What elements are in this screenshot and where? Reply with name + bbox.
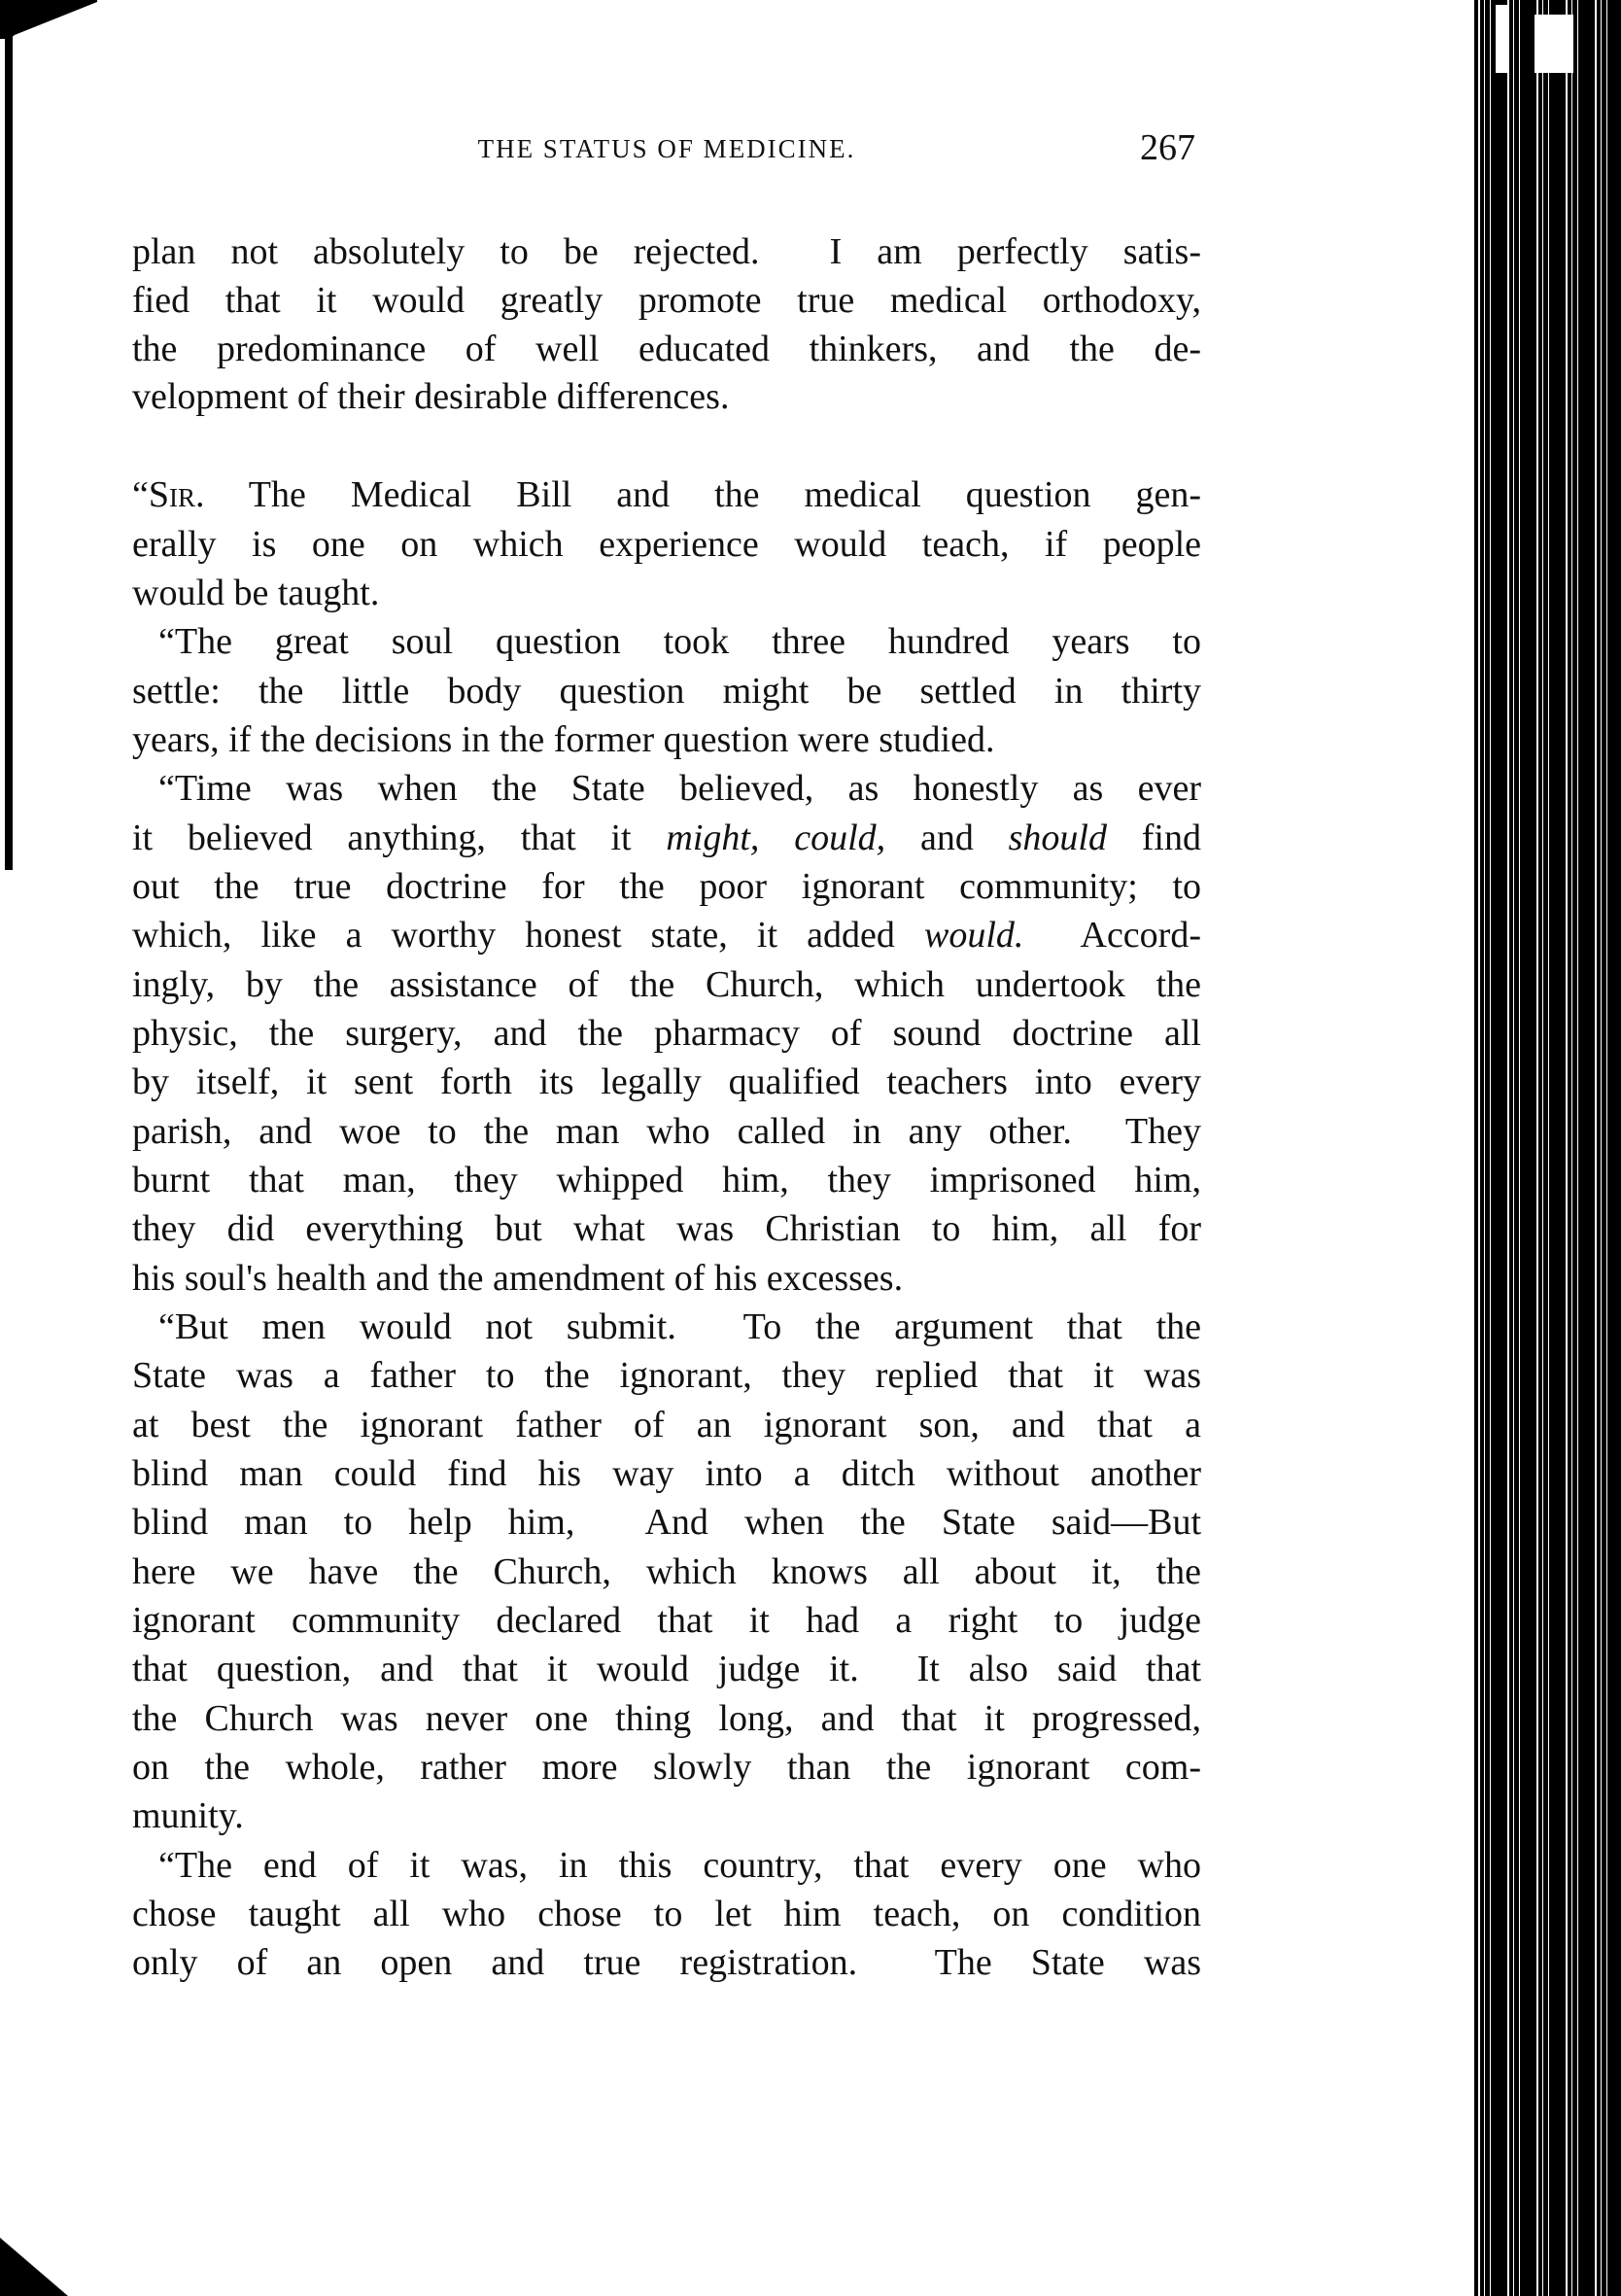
text-segment: at best the ignorant father of an ignorant son, and that a xyxy=(132,1404,1201,1445)
text-line xyxy=(132,1694,1201,1743)
text-line xyxy=(132,1351,1201,1400)
text-segment: out the true doctrine for the poor ignorant community; to xyxy=(132,866,1201,908)
text-line xyxy=(132,470,1201,519)
text-line xyxy=(132,1156,1201,1204)
text-segment: ignorant community declared that it had a right to judge xyxy=(132,1600,1201,1642)
text-segment: fied that it would greatly promote true medical orthodoxy, xyxy=(132,279,1201,321)
text-segment: State was a father to the ignorant, they replied that it was xyxy=(132,1355,1201,1397)
text-segment: “ xyxy=(132,474,149,516)
text-line xyxy=(132,1204,1201,1253)
text-segment: years, if the decisions in the former question were studied. xyxy=(132,719,995,761)
text-line xyxy=(132,960,1201,1009)
page-header xyxy=(132,126,1201,175)
text-line xyxy=(132,1938,1201,1987)
text-line xyxy=(132,1890,1201,1938)
text-segment: settle: the little body question might be settled in thirty xyxy=(132,670,1201,712)
italic-text: should xyxy=(1008,817,1107,858)
text-segment: they did everything but what was Christian to him, all for xyxy=(132,1208,1201,1250)
text-segment: velopment of their desirable differences. xyxy=(132,376,730,418)
text-line xyxy=(132,1254,1201,1303)
text-line xyxy=(132,1498,1201,1547)
italic-text: would. xyxy=(923,915,1024,957)
italic-text: might, could, xyxy=(666,817,886,858)
text-segment: physic, the surgery, and the pharmacy of sound doctrine all xyxy=(132,1013,1201,1055)
text-segment: blind man could find his way into a ditch without another xyxy=(132,1453,1201,1495)
text-line xyxy=(132,814,1201,862)
text-segment: Sir. xyxy=(148,474,205,516)
text-segment: would be taught. xyxy=(132,573,380,614)
text-line xyxy=(158,617,1201,666)
text-segment: his soul's health and the amendment of his excesses. xyxy=(132,1257,904,1299)
text-segment: which, like a worthy honest state, it added xyxy=(132,915,924,957)
text-line xyxy=(132,1401,1201,1449)
text-line xyxy=(132,1743,1201,1792)
page-number: 267 xyxy=(1140,127,1195,168)
text-line xyxy=(132,715,1201,764)
scan-page-corner-shadow xyxy=(0,0,97,39)
text-segment: here we have the Church, which knows all about it, the xyxy=(132,1550,1201,1592)
text-line xyxy=(132,276,1201,325)
text-segment: “Time was when the State believed, as honestly as ever xyxy=(158,768,1201,810)
text-segment: plan not absolutely to be rejected. I am perfectly satis- xyxy=(132,231,1201,273)
text-segment: ingly, by the assistance of the Church, which undertook the xyxy=(132,963,1201,1005)
text-segment: munity. xyxy=(132,1795,244,1837)
text-line xyxy=(132,520,1201,569)
text-segment: blind man to help him, And when the State said—But xyxy=(132,1502,1201,1544)
text-line xyxy=(158,1841,1201,1890)
running-title: THE STATUS OF MEDICINE. xyxy=(477,134,856,163)
text-segment: Accord- xyxy=(1023,915,1201,957)
text-segment: only of an open and true registration. The State was xyxy=(132,1942,1201,1984)
text-segment: that question, and that it would judge it. It also said that xyxy=(132,1649,1201,1690)
book-spine-edge xyxy=(1474,0,1621,2296)
text-segment: burnt that man, they whipped him, they imprisoned him, xyxy=(132,1160,1201,1201)
scan-left-edge-shadow xyxy=(5,34,13,870)
text-line xyxy=(132,1449,1201,1498)
text-segment: The Medical Bill and the medical question gen- xyxy=(204,474,1201,516)
text-segment: the Church was never one thing long, and that it progressed, xyxy=(132,1697,1201,1739)
text-line xyxy=(132,911,1201,959)
text-segment: “But men would not submit. To the argument that the xyxy=(158,1306,1201,1348)
text-line xyxy=(132,862,1201,911)
text-line xyxy=(132,372,1201,421)
text-segment: “The end of it was, in this country, that every one who xyxy=(158,1844,1201,1886)
text-line xyxy=(158,1303,1201,1351)
text-line xyxy=(132,1009,1201,1058)
text-segment: the predominance of well educated thinkers, and the de- xyxy=(132,328,1201,369)
text-segment: find xyxy=(1106,817,1201,858)
text-line xyxy=(132,1645,1201,1693)
text-segment: erally is one on which experience would teach, if people xyxy=(132,523,1201,565)
text-segment: and xyxy=(885,817,1009,858)
text-line xyxy=(132,1792,1201,1840)
text-segment: it believed anything, that it xyxy=(132,817,667,858)
text-segment: on the whole, rather more slowly than the ignorant com- xyxy=(132,1747,1201,1789)
text-line xyxy=(132,1058,1201,1106)
text-line xyxy=(132,1107,1201,1156)
text-line xyxy=(132,667,1201,715)
text-segment: by itself, it sent forth its legally qualified teachers into every xyxy=(132,1061,1201,1103)
text-line xyxy=(158,764,1201,813)
text-line xyxy=(132,227,1201,276)
scan-bottom-corner-shadow xyxy=(0,2238,68,2296)
text-line xyxy=(132,1548,1201,1596)
text-segment: “The great soul question took three hundred years to xyxy=(158,621,1201,663)
text-line xyxy=(132,325,1201,373)
text-segment: chose taught all who chose to let him teach, on condition xyxy=(132,1894,1201,1935)
text-line xyxy=(132,569,1201,617)
text-line xyxy=(132,1596,1201,1645)
text-segment: parish, and woe to the man who called in any other. They xyxy=(132,1110,1201,1152)
